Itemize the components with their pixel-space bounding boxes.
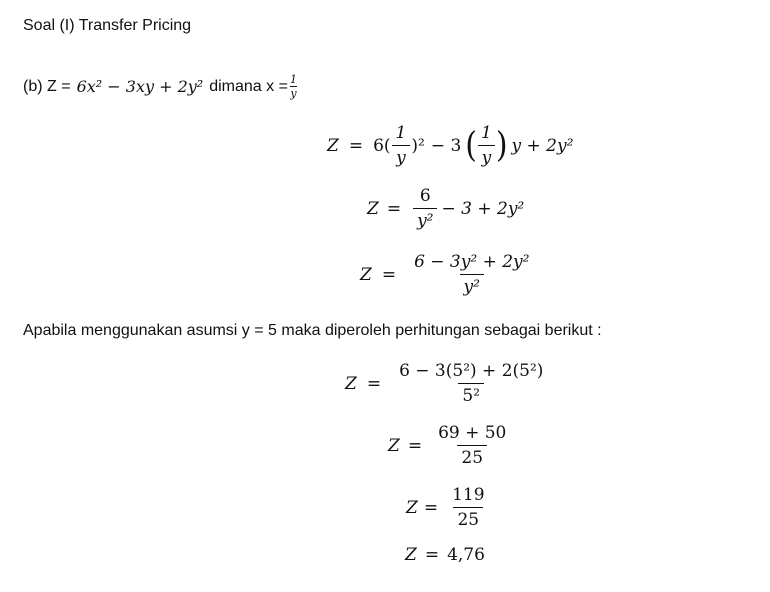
equation-1: Z = 6( $\frac{1}{y}$ )² − 3 ( $\frac{1}{y}$ ) y + 2y²	[327, 123, 574, 168]
calc-2: Z = $\frac{69 + 50}{25}$	[388, 423, 514, 468]
part-b-dimana: dimana x =	[209, 77, 288, 95]
eq3-den: y²	[460, 274, 484, 297]
calc3-num: 119	[452, 485, 485, 505]
x-fraction-numerator: 1	[289, 73, 297, 86]
z-symbol: Z	[406, 497, 418, 518]
eq3-num: 6 − 3y² + 2y²	[414, 252, 530, 272]
assumption-text: Apabila menggunakan asumsi y = 5 maka diperoleh perhitungan sebagai berikut :	[23, 322, 602, 339]
equation-2: Z = $\frac{6}{\text{y²}}$ − 3 + 2y²	[367, 186, 525, 231]
eq2-fraction	[413, 186, 437, 231]
z-symbol: Z	[367, 198, 379, 219]
z-symbol: Z	[405, 545, 417, 565]
heading: Soal (I) Transfer Pricing	[23, 17, 192, 34]
calc3-den: 25	[453, 507, 483, 530]
part-b-expression: 6x² − 3xy + 2y²	[76, 77, 204, 96]
eq1-fraction	[392, 123, 411, 168]
eq1-num: 1	[395, 123, 407, 143]
eq1-six: 6(	[373, 135, 391, 156]
eq1-den-2: y	[478, 145, 496, 168]
eq2-num: 6	[419, 186, 431, 206]
z-symbol: Z	[388, 435, 400, 456]
eq1-minus3: − 3	[430, 135, 462, 156]
calc1-den: 5²	[458, 383, 484, 406]
z-symbol: Z	[345, 373, 357, 394]
x-fraction-denominator: y	[290, 87, 297, 100]
eq2-den: y²	[413, 208, 437, 231]
part-b-prefix: (b) Z =	[23, 77, 71, 95]
final-value: 4,76	[447, 545, 485, 565]
eq1-tail: y + 2y²	[511, 135, 574, 156]
eq1-close: )²	[411, 135, 425, 156]
calc2-den: 25	[457, 445, 487, 468]
calc1-fraction	[395, 361, 547, 406]
calc-1: Z = $\frac{\text{6 − 3(5²) + 2(5²)}}{\text{5²}}$	[345, 361, 551, 406]
z-symbol: Z	[327, 135, 339, 156]
part-b-statement	[23, 73, 297, 100]
calc3-fraction	[448, 485, 488, 530]
x-fraction	[290, 73, 297, 100]
calc2-fraction	[434, 423, 510, 468]
calc-4: Z = 4,76	[405, 545, 485, 565]
z-symbol: Z	[360, 264, 372, 285]
eq1-fraction-2	[477, 123, 496, 168]
calc1-num: 6 − 3(5²) + 2(5²)	[399, 361, 544, 381]
equation-3: Z = $\frac{\text{6 − 3y² + 2y²}}{\text{y²}}$	[360, 252, 537, 297]
eq1-num-2: 1	[480, 123, 492, 143]
eq1-den: y	[392, 145, 410, 168]
calc-3: Z = $\frac{119}{25}$	[406, 485, 493, 530]
eq2-tail: − 3 + 2y²	[441, 198, 525, 219]
eq3-fraction	[410, 252, 533, 297]
calc2-num: 69 + 50	[438, 423, 507, 443]
